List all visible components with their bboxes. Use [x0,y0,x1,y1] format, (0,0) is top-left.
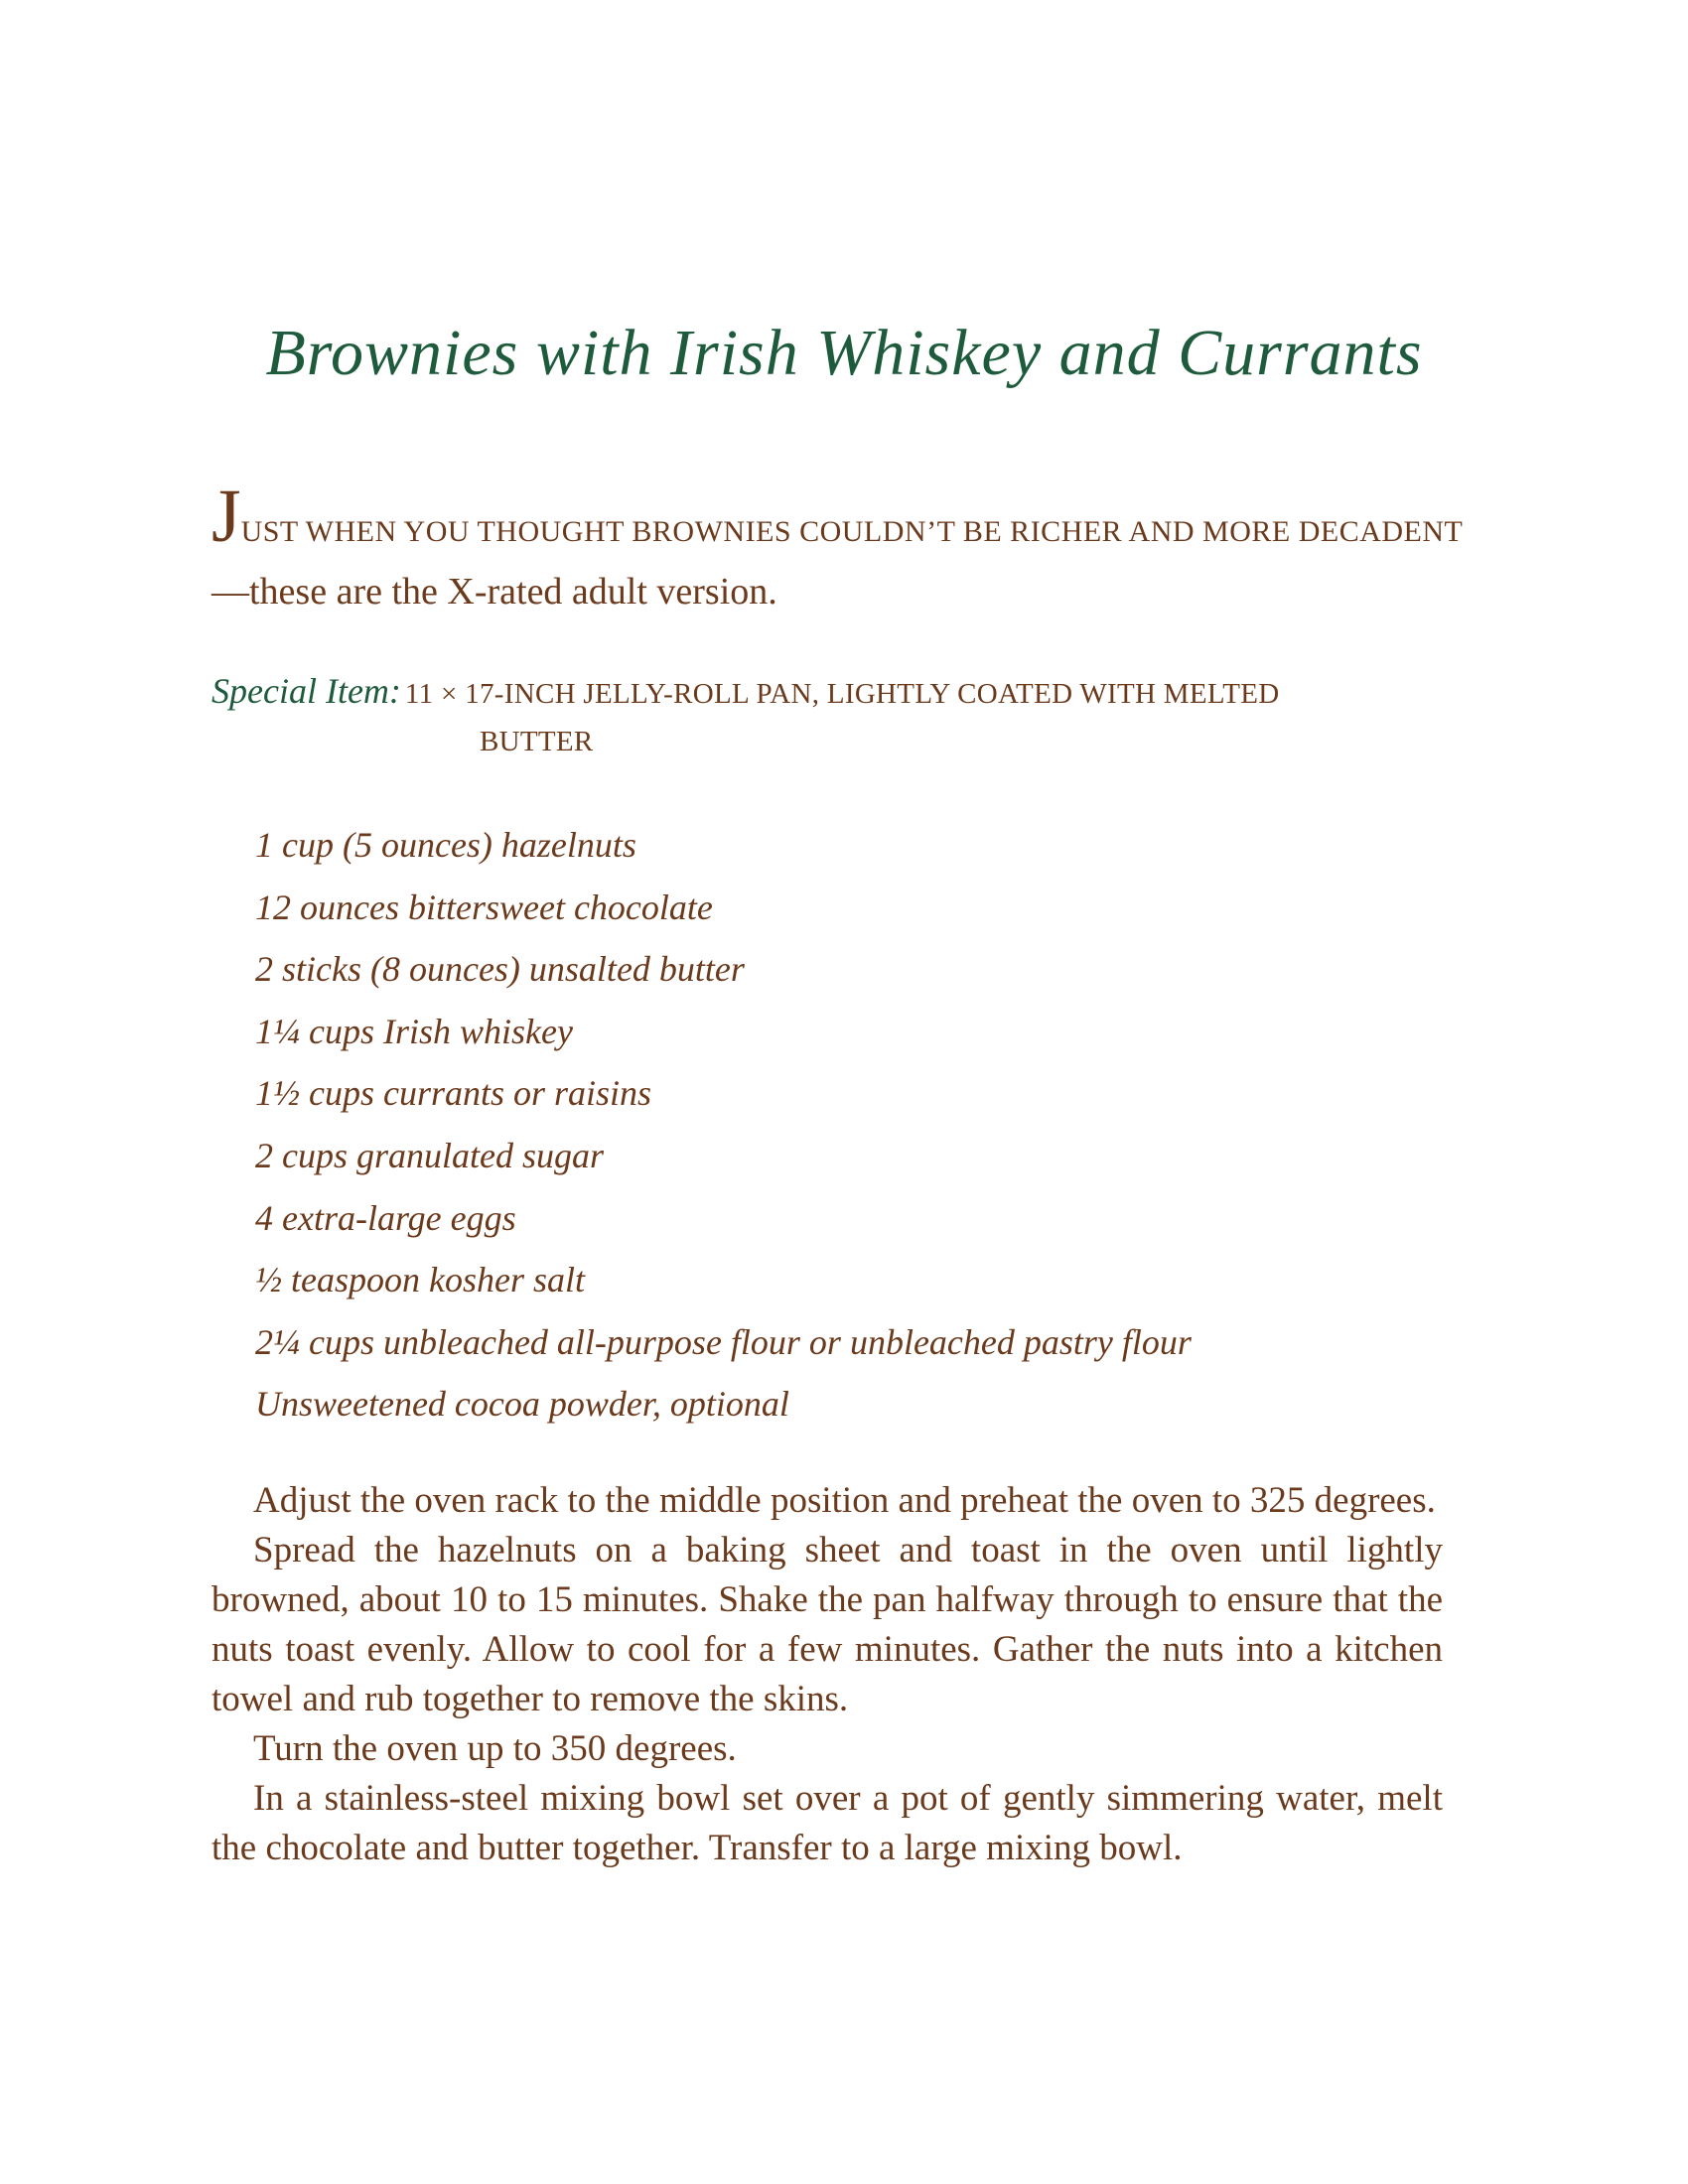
ingredient-item: 1¼ cups Irish whiskey [255,1011,573,1051]
special-item-label: Special Item: [211,671,401,711]
method-paragraph: Spread the hazelnuts on a baking sheet and toast in the oven until lightly browned, about 10 to 15 minutes. Shake the pan halfway through to ensure that the nuts toast evenly. Allow to cool for a few minutes. Gather the nuts into a kitchen towel and rub together to remove the skins. [211,1530,1443,1719]
ingredient-list [255,820,1496,1441]
ingredient-item: ½ teaspoon kosher salt [255,1260,585,1300]
ingredient-item: 12 ounces bittersweet chocolate [255,887,713,927]
intro-smallcaps-lead: UST WHEN YOU THOUGHT BROWNIES COULDN’T BE RICHER AND MORE DECADENT [240,515,1464,548]
ingredient-item: 1½ cups currants or raisins [255,1073,652,1114]
method-section [211,1476,1443,1873]
ingredient-item: 4 extra-large eggs [255,1197,516,1238]
method-paragraph: Adjust the oven rack to the middle position and preheat the oven to 325 degrees. [253,1480,1436,1521]
special-item-line2: BUTTER [480,726,594,757]
method-paragraph: In a stainless-steel mixing bowl set over a pot of gently simmering water, melt the chocolate and butter together. Transfer to a large mixing bowl. [211,1778,1443,1868]
recipe-intro [211,475,1473,621]
ingredient-item: 2 cups granulated sugar [255,1135,604,1175]
ingredient-item: 1 cup (5 ounces) hazelnuts [255,825,636,865]
ingredient-item: 2 sticks (8 ounces) unsalted butter [255,949,745,990]
intro-drop-cap: J [211,475,241,558]
special-item-line1: 11 × 17-INCH JELLY-ROLL PAN, LIGHTLY COATED WITH MELTED [404,678,1280,710]
special-item [211,670,1453,758]
intro-rest: —these are the X-rated adult version. [211,571,777,613]
method-paragraph: Turn the oven up to 350 degrees. [253,1728,737,1769]
recipe-title: Brownies with Irish Whiskey and Currants [265,317,1423,389]
ingredient-item: 2¼ cups unbleached all-purpose flour or unbleached pastry flour [255,1321,1192,1362]
ingredient-item: Unsweetened cocoa powder, optional [255,1384,789,1425]
